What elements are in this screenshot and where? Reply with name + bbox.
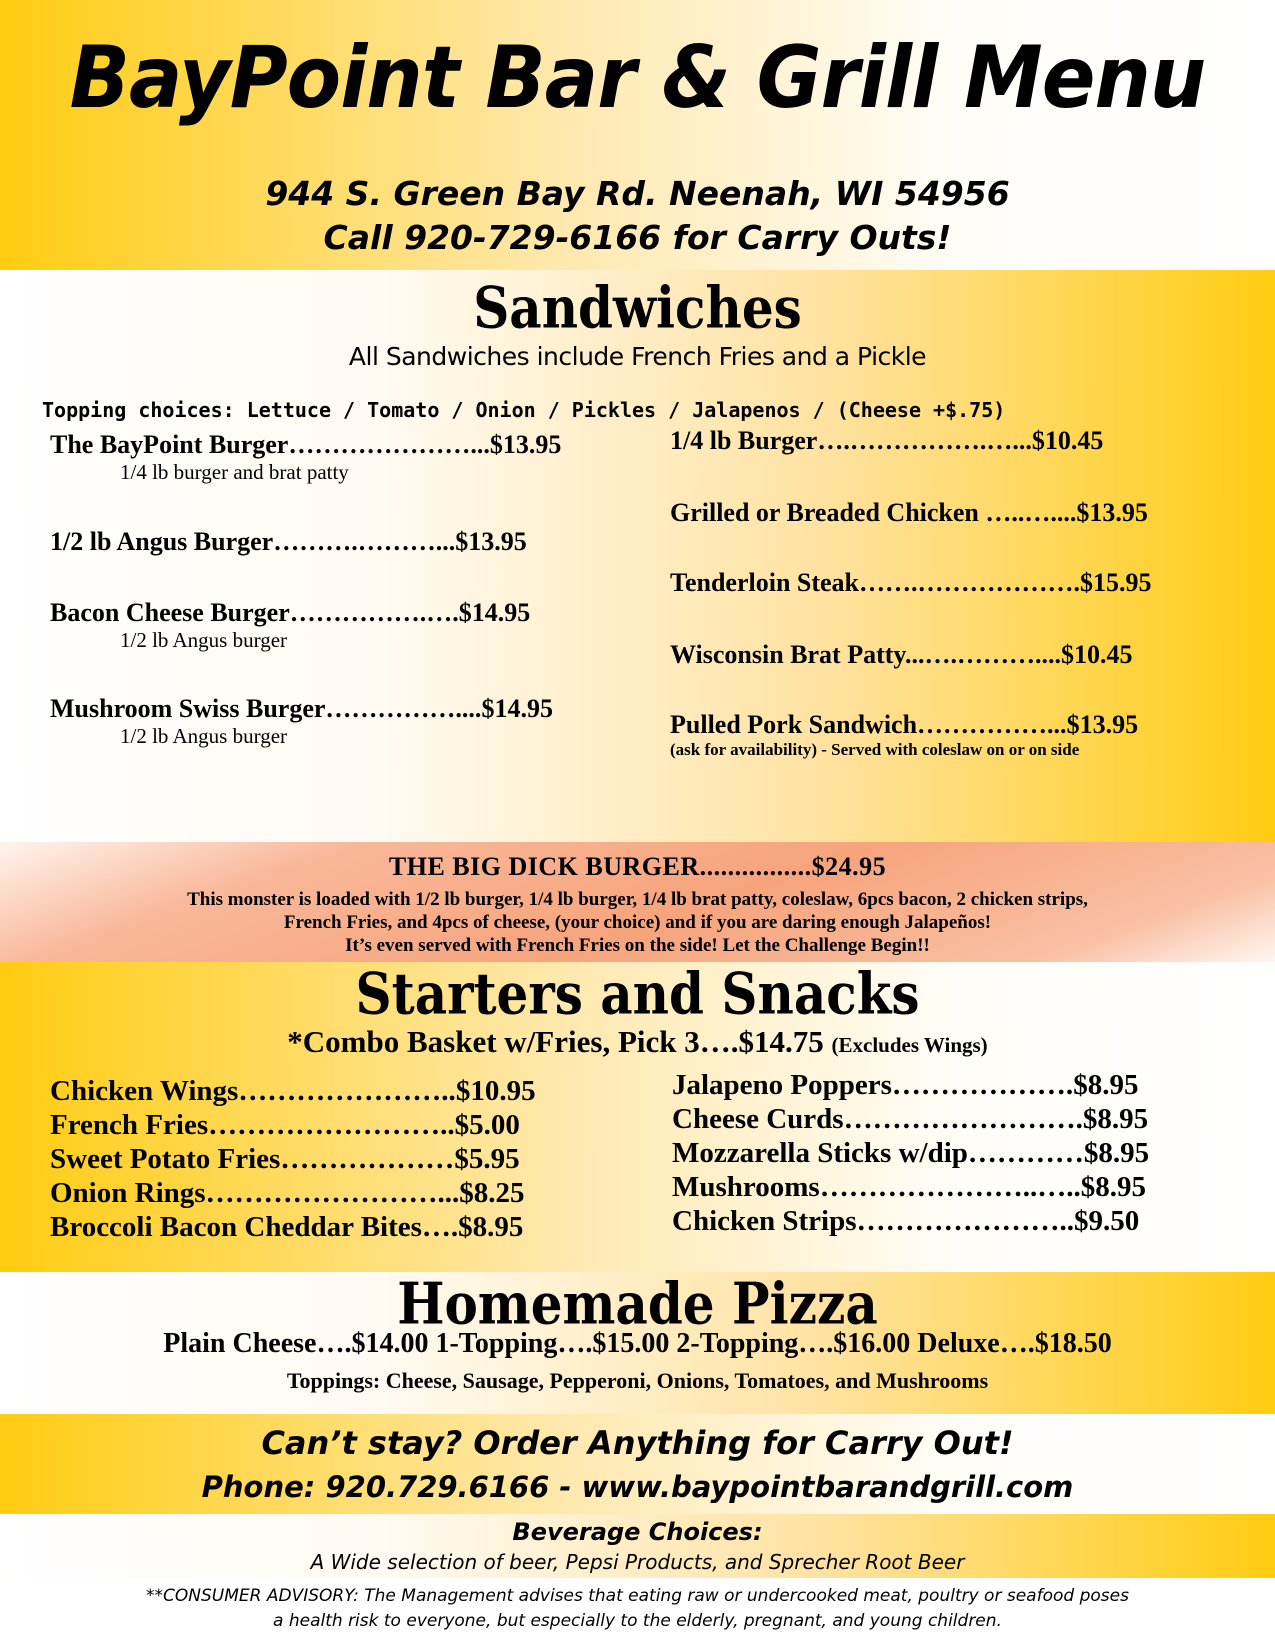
starters-section [0, 959, 1275, 1272]
item-name: Mozzarella Sticks w/dip………… [672, 1137, 1084, 1169]
pizza-section [0, 1269, 1275, 1414]
menu-item [672, 1170, 1149, 1204]
starters-left-column [50, 1074, 536, 1244]
menu-item [672, 1136, 1149, 1170]
menu-item [670, 498, 1148, 528]
item-name: French Fries…………………….. [50, 1109, 455, 1141]
item-name: Sweet Potato Fries……………… [50, 1143, 455, 1175]
item-price: $5.00 [454, 1109, 520, 1141]
menu-item [50, 1142, 536, 1176]
pizza-title: Homemade Pizza [397, 1269, 878, 1338]
menu-item [50, 1108, 536, 1142]
item-name: Broccoli Bacon Cheddar Bites…. [50, 1211, 459, 1243]
item-price: $13.95 [489, 430, 562, 459]
item-name: Pulled Pork Sandwich……………... [670, 710, 1067, 739]
item-price: $5.95 [454, 1143, 520, 1175]
sandwiches-subtitle: All Sandwiches include French Fries and a Pickle [348, 342, 927, 371]
menu-item [50, 1176, 536, 1210]
item-price: $8.25 [459, 1177, 525, 1209]
beverage-section [0, 1514, 1275, 1578]
menu-item [50, 598, 530, 653]
item-price: $15.95 [1080, 568, 1152, 597]
item-name: Bacon Cheese Burger…………….…. [50, 598, 459, 627]
item-price: $10.45 [1060, 640, 1133, 669]
item-price: $13.95 [1076, 498, 1148, 527]
item-desc: 1/2 lb Angus burger [120, 628, 288, 652]
menu-item [50, 527, 527, 557]
item-name: Grilled or Breaded Chicken …..….... [670, 498, 1077, 527]
item-name: Chicken Wings………………….. [50, 1075, 456, 1107]
item-price: $8.95 [1082, 1103, 1149, 1135]
item-name: 1/4 lb Burger….…………….…... [670, 426, 1032, 455]
beverage-title: Beverage Choices: [512, 1518, 763, 1546]
starters-title: Starters and Snacks [355, 959, 920, 1028]
pizza-toppings: Toppings: Cheese, Sausage, Pepperoni, Onions, Tomatoes, and Mushrooms [286, 1368, 989, 1393]
header-banner [0, 0, 1275, 270]
starters-right-column [672, 1068, 1149, 1238]
big-burger-title: THE BIG DICK BURGER................$24.95 [388, 852, 887, 881]
item-name: Tenderloin Steak…….………………. [670, 568, 1081, 597]
pizza-prices: Plain Cheese….$14.00 1-Topping….$15.00 2-Topping….$16.00 Deluxe….$18.50 [163, 1328, 1112, 1359]
item-desc: 1/4 lb burger and brat patty [120, 460, 349, 484]
item-name: The BayPoint Burger…………………... [50, 430, 490, 459]
menu-title: BayPoint Bar & Grill Menu [69, 28, 1206, 128]
beverage-desc: A Wide selection of beer, Pepsi Products, and Sprecher Root Beer [310, 1550, 965, 1574]
item-price: $8.95 [1073, 1069, 1139, 1101]
carry-out-call: Call 920-729-6166 for Carry Outs! [323, 218, 952, 257]
menu-item [50, 1210, 536, 1244]
item-price: $8.95 [1083, 1137, 1150, 1169]
advisory-line: a health risk to everyone, but especially to the elderly, pregnant, and young children. [273, 1611, 1002, 1631]
consumer-advisory [0, 1578, 1275, 1650]
sandwiches-title: Sandwiches [473, 273, 802, 342]
item-price: $14.95 [458, 598, 531, 627]
menu-item [672, 1102, 1149, 1136]
big-burger-section [0, 842, 1275, 962]
item-name: Cheese Curds……………………. [672, 1103, 1083, 1135]
item-name: Chicken Strips………………….. [672, 1205, 1075, 1237]
item-price: $9.50 [1074, 1205, 1140, 1237]
item-price: $14.95 [481, 694, 553, 723]
menu-item [670, 426, 1103, 456]
combo-text: *Combo Basket w/Fries, Pick 3….$14.75 [287, 1024, 824, 1059]
address: 944 S. Green Bay Rd. Neenah, WI 54956 [265, 174, 1010, 213]
item-price: $8.95 [458, 1211, 524, 1243]
combo-basket [0, 1024, 1275, 1060]
big-burger-line: This monster is loaded with 1/2 lb burger, 1/4 lb burger, 1/4 lb brat patty, coleslaw, 6pcs bacon, 2 chicken strips, [187, 889, 1088, 910]
big-burger-line: French Fries, and 4pcs of cheese, (your choice) and if you are daring enough Jalapeños! [283, 912, 992, 933]
big-burger-line: It’s even served with French Fries on the side! Let the Challenge Begin!! [345, 935, 930, 956]
item-note: (ask for availability) - Served with coleslaw on or on side [670, 740, 1080, 759]
carry-out-headline: Can’t stay? Order Anything for Carry Out! [261, 1424, 1014, 1462]
menu-item [670, 640, 1132, 670]
item-desc: 1/2 lb Angus burger [120, 724, 288, 748]
item-name: Wisconsin Brat Patty...….……….... [670, 640, 1061, 669]
combo-note: (Excludes Wings) [831, 1033, 988, 1057]
carry-out-section [0, 1414, 1275, 1514]
item-name: Mushroom Swiss Burger…………….... [50, 694, 482, 723]
item-price: $10.95 [455, 1075, 536, 1107]
advisory-line: **CONSUMER ADVISORY: The Management advises that eating raw or undercooked meat, poultry or seafood poses [146, 1586, 1129, 1606]
item-name: Jalapeno Poppers………………. [672, 1069, 1074, 1101]
menu-item [670, 568, 1152, 598]
item-name: Onion Rings……………………... [50, 1177, 460, 1209]
menu-item [50, 694, 553, 749]
item-price: $8.95 [1080, 1171, 1146, 1203]
menu-item [672, 1204, 1149, 1238]
advisory-text [0, 1584, 1275, 1634]
menu-item [50, 1074, 536, 1108]
menu-item [672, 1068, 1149, 1102]
carry-out-contact: Phone: 920.729.6166 - www.baypointbarandgrill.com [201, 1470, 1074, 1504]
menu-item [50, 430, 561, 485]
topping-choices: Topping choices: Lettuce / Tomato / Onion / Pickles / Jalapenos / (Cheese +$.75) [42, 398, 1006, 422]
item-price: $10.45 [1031, 426, 1104, 455]
big-burger-desc [0, 888, 1275, 957]
menu-item [670, 710, 1138, 760]
sandwiches-section [0, 270, 1275, 842]
item-name: 1/2 lb Angus Burger……….………... [50, 527, 456, 556]
item-price: $13.95 [455, 527, 527, 556]
item-price: $13.95 [1066, 710, 1139, 739]
item-name: Mushrooms…………………..….. [672, 1171, 1081, 1203]
